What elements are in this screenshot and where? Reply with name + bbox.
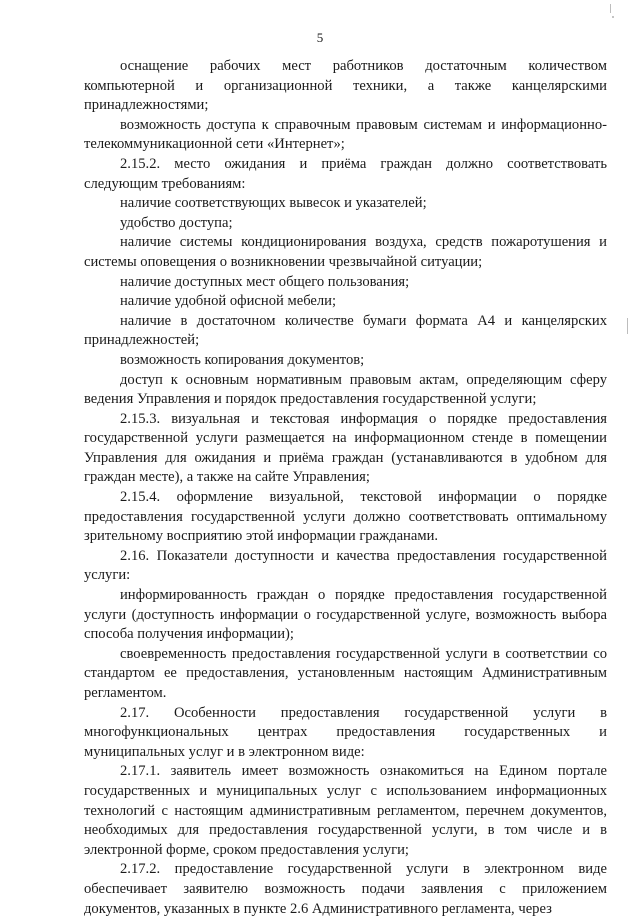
paragraph: возможность копирования документов; [120, 351, 365, 368]
paragraph: 2.17.2. предоставление государственной услуги в электронном виде обеспечивает заявителю возможность подачи заявления с приложением документов, указанных в пункте 2.6 Административного регламента, через [84, 861, 607, 917]
paragraph: наличие доступных мест общего пользования; [120, 273, 410, 290]
scan-mark [627, 318, 628, 334]
paragraph: оснащение рабочих мест работников достаточным количеством компьютерной и организационной техники, а также канцелярскими принадлежностями; [84, 58, 607, 114]
paragraph: 2.15.3. визуальная и текстовая информация о порядке предоставления государственной услуги размещается на информационном стенде в помещении Управления для ожидания и приёма граждан (устанавливаются в удобном для граждан месте), а также на сайте Управления; [84, 410, 607, 486]
paragraph: 2.17. Особенности предоставления государственной услуги в многофункциональных центрах предоставления государственных и муниципальных услуг и в электронном виде: [84, 704, 607, 760]
paragraph: 2.17.1. заявитель имеет возможность ознакомиться на Едином портале государственных и муниципальных услуг с использованием информационных технологий с настоящим административным регламентом, перечнем документов, необходимых для предоставления государственной услуги, в том числе и в электронной форме, сроком предоставления услуги; [84, 763, 607, 858]
paragraph: 2.16. Показатели доступности и качества предоставления государственной услуги: [84, 547, 607, 584]
paragraph: своевременность предоставления государственной услуги в соответствии со стандартом ее предоставления, установленным настоящим Административным регламентом. [84, 645, 607, 701]
paragraph: наличие системы кондиционирования воздуха, средств пожаротушения и системы оповещения о возникновении чрезвычайной ситуации; [84, 234, 607, 270]
paragraph: возможность доступа к справочным правовым системам и информационно-телекоммуникационной сети «Интернет»; [84, 116, 607, 153]
paragraph: наличие удобной офисной мебели; [120, 293, 337, 310]
paragraph: наличие соответствующих вывесок и указателей; [120, 195, 427, 212]
paragraph: 2.15.4. оформление визуальной, текстовой информации о порядке предоставления государственной услуги должно соответствовать оптимальному зрительному восприятию этой информации гражданами. [84, 489, 607, 545]
paragraph: наличие в достаточном количестве бумаги формата А4 и канцелярских принадлежностей; [84, 312, 607, 349]
document-body [84, 57, 607, 919]
scan-mark [610, 4, 611, 13]
paragraph: доступ к основным нормативным правовым актам, определяющим сферу ведения Управления и порядок предоставления государственной услуги; [84, 371, 607, 408]
scan-dot [612, 16, 614, 18]
paragraph: информированность граждан о порядке предоставления государственной услуги (доступность информации о государственной услуге, возможность выбора способа получения информации); [84, 587, 607, 643]
page-number: 5 [316, 30, 324, 45]
paragraph: 2.15.2. место ожидания и приёма граждан должно соответствовать следующим требованиям: [84, 155, 607, 192]
paragraph: удобство доступа; [120, 214, 233, 231]
